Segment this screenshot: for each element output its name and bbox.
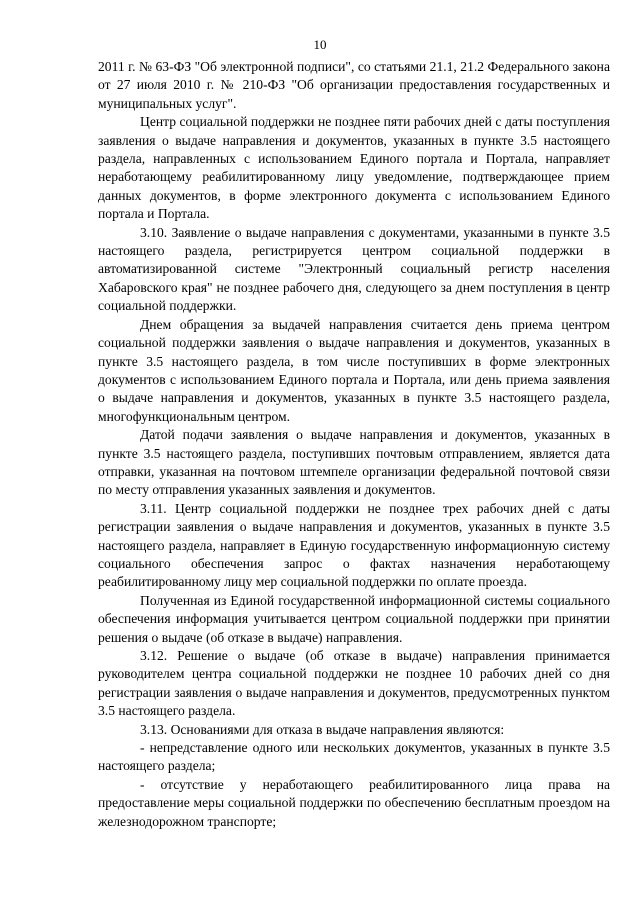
paragraph-3-12: 3.12. Решение о выдаче (об отказе в выдаче) направления принимается руководителем центра социальной поддержки не позднее 10 рабочих дней со дня регистрации заявления о выдаче направления и документов, предусмотренных пунктом 3.5 настоящего раздела. <box>98 648 610 719</box>
paragraph-continuation: 2011 г. № 63-ФЗ "Об электронной подписи", со статьями 21.1, 21.2 Федерального закона от 27 июля 2010 г. № 210-ФЗ "Об организации предоставления государственных и муниципальных услуг". <box>98 59 610 111</box>
paragraph-submission-date: Датой подачи заявления о выдаче направления и документов, указанных в пункте 3.5 настоящего раздела, поступивших почтовым отправлением, является дата отправки, указанная на почтовом штемпеле организации федеральной почтовой связи по месту отправления указанных заявления и документов. <box>98 427 610 498</box>
list-item-refusal-reason: - отсутствие у неработающего реабилитированного лица права на предоставление меры социальной поддержки по обеспечению бесплатным проездом на железнодорожном транспорте; <box>98 776 610 829</box>
paragraph-application-day: Днем обращения за выдачей направления считается день приема центром социальной поддержки заявления о выдаче направления и документов, указанных в пункте 3.5 настоящего раздела, в том числе поступивших в форме электронных документов с использованием Единого портала и Портала, или день приема заявления о выдаче направления и документов, указанных в пункте 3.5 настоящего раздела, многофункциональным центром. <box>98 316 610 424</box>
document-body <box>98 58 610 831</box>
paragraph-3-11: 3.11. Центр социальной поддержки не позднее трех рабочих дней с даты регистрации заявления о выдаче направления и документов, указанных в пункте 3.5 настоящего раздела, направляет в Единую государственную информационную систему социального обеспечения запрос о фактах назначения неработающему реабилитированному лицу мер социальной поддержки по оплате проезда. <box>98 500 610 590</box>
paragraph-3-10: 3.10. Заявление о выдаче направления с документами, указанными в пункте 3.5 настоящего раздела, регистрируется центром социальной поддержки в автоматизированной системе "Электронный социальный регистр населения Хабаровского края" не позднее рабочего дня, следующего за днем поступления в центр социальной поддержки. <box>98 224 610 314</box>
paragraph-received-info: Полученная из Единой государственной информационной системы социального обеспечения информация учитывается центром социальной поддержки при принятии решения о выдаче (об отказе в выдаче) направления. <box>98 592 610 645</box>
paragraph-3-13: 3.13. Основаниями для отказа в выдаче направления являются: <box>140 721 505 737</box>
paragraph-notification: Центр социальной поддержки не позднее пяти рабочих дней с даты поступления заявления о выдаче направления и документов, указанных в пункте 3.5 настоящего раздела, направленных с использованием Единого портала и Портала, направляет неработающему реабилитированному лицу уведомление, подтверждающее прием данных документов, в форме электронного документа с использованием Единого портала и Портала. <box>98 114 610 222</box>
page-number: 10 <box>313 37 327 52</box>
list-item-refusal-reason: - непредставление одного или нескольких документов, указанных в пункте 3.5 настоящего раздела; <box>98 740 610 774</box>
